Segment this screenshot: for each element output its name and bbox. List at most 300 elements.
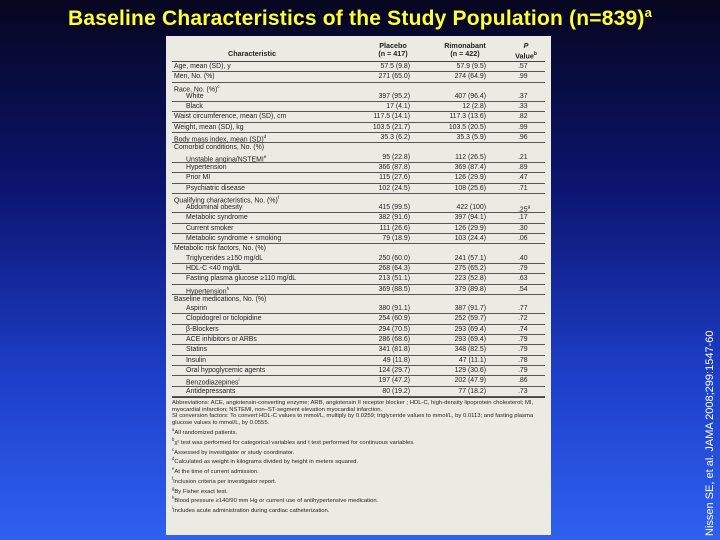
footnotes xyxy=(172,397,545,515)
row-rimonabant xyxy=(430,102,486,111)
row-label xyxy=(186,213,248,222)
row-placebo xyxy=(358,325,410,334)
row-placebo-text: 286 (68.6) xyxy=(378,336,410,344)
row-rimonabant-text: 397 (94.1) xyxy=(454,214,486,222)
row-label-text: Current smoker xyxy=(186,224,234,232)
row-rimonabant xyxy=(430,376,486,385)
footnote-item xyxy=(172,486,545,496)
row-placebo xyxy=(358,153,410,162)
table-row xyxy=(172,314,545,324)
row-label-text: Weight, mean (SD), kg xyxy=(174,123,244,131)
footnote-text: χ² test was performed for categorical variables and t test performed for continuous variables. xyxy=(174,439,415,446)
footnote-mark: d xyxy=(172,456,175,462)
footnote-si: SI conversion factors: To convert HDL-C values to mmol/L, multiply by 0.0259; triglyceride values to mmol/L, by 0.0113; and fasting plasma glucose values to mmol/L, by 0.0555. xyxy=(172,413,534,427)
row-p-value xyxy=(518,387,528,396)
table-row xyxy=(172,356,545,366)
row-placebo-text: 95 (22.8) xyxy=(382,153,410,161)
row-p-value xyxy=(518,112,528,121)
row-label-text: Age, mean (SD), y xyxy=(174,63,231,70)
footnote-text: Inclusion criteria per investigator report. xyxy=(173,478,277,485)
table-row xyxy=(172,62,545,72)
table-row xyxy=(172,102,545,112)
footnote-item xyxy=(172,476,545,486)
row-placebo-text: 341 (81.8) xyxy=(378,346,410,354)
row-p-value-text: .37 xyxy=(518,92,528,100)
row-label-superscript: i xyxy=(238,378,240,384)
row-placebo-text: 268 (64.3) xyxy=(378,264,410,272)
row-p-value-text: .17 xyxy=(518,214,528,222)
row-rimonabant xyxy=(430,163,486,172)
header-rimonabant-label: Rimonabant xyxy=(444,41,486,50)
row-rimonabant-text: 202 (47.9) xyxy=(454,377,486,385)
row-p-value xyxy=(518,62,528,71)
row-label xyxy=(186,335,257,344)
row-rimonabant-text: 112 (26.5) xyxy=(455,153,486,161)
row-p-value xyxy=(518,325,528,334)
row-placebo xyxy=(358,213,410,222)
footnote-list xyxy=(172,427,545,515)
row-label xyxy=(186,387,235,396)
table-row xyxy=(172,304,545,314)
row-p-value-text: .25 xyxy=(518,206,528,214)
header-characteristic: Characteristic xyxy=(228,49,276,58)
row-p-value-text: .54 xyxy=(518,285,528,293)
row-rimonabant-text: 293 (69.4) xyxy=(454,325,486,333)
footnote-mark: c xyxy=(172,446,175,452)
row-rimonabant xyxy=(430,112,486,121)
row-placebo-text: 49 (11.8) xyxy=(382,356,410,364)
row-rimonabant xyxy=(430,274,486,283)
row-placebo xyxy=(358,102,410,111)
row-label xyxy=(186,173,210,182)
row-rimonabant xyxy=(430,62,486,71)
row-placebo-text: 254 (60.9) xyxy=(378,315,410,323)
row-label xyxy=(186,203,242,212)
row-p-value xyxy=(518,153,528,162)
table-row xyxy=(172,244,545,253)
footnote-mark: h xyxy=(172,495,175,501)
row-rimonabant xyxy=(430,387,486,396)
row-p-value-text: .30 xyxy=(518,224,528,232)
row-rimonabant xyxy=(430,203,486,212)
row-placebo xyxy=(358,173,410,182)
row-placebo-text: 380 (91.1) xyxy=(378,305,410,313)
row-p-value xyxy=(518,376,528,385)
row-p-value-text: .79 xyxy=(518,366,528,374)
row-label-text: Metabolic syndrome + smoking xyxy=(186,235,282,243)
row-placebo xyxy=(358,133,410,142)
footnote-text: Calculated as weight in kilograms divided by height in meters squared. xyxy=(174,459,359,466)
row-placebo-text: 111 (26.6) xyxy=(379,224,410,232)
footnote-mark: i xyxy=(172,505,173,511)
row-placebo xyxy=(358,304,410,313)
row-label-text: Clopidogrel or ticlopidine xyxy=(186,315,262,323)
table-row xyxy=(172,83,545,92)
table-row xyxy=(172,387,545,397)
row-label xyxy=(186,92,204,101)
row-placebo xyxy=(358,366,410,375)
row-rimonabant xyxy=(430,72,486,81)
table-row xyxy=(172,163,545,173)
row-p-value-text: .86 xyxy=(518,377,528,385)
row-rimonabant-text: 407 (96.4) xyxy=(454,92,486,100)
row-rimonabant xyxy=(430,264,486,273)
row-p-value xyxy=(518,254,528,263)
row-rimonabant-text: 241 (57.1) xyxy=(454,254,486,262)
table-row xyxy=(172,285,545,295)
baseline-table xyxy=(166,36,551,535)
row-p-value xyxy=(518,72,528,81)
row-label-text: Race, No. (%) xyxy=(174,85,218,93)
footnote-text: Assessed by investigator or study coordinator. xyxy=(174,449,295,456)
row-rimonabant xyxy=(430,184,486,193)
row-p-value xyxy=(518,102,528,111)
row-placebo-text: 397 (95.2) xyxy=(378,92,410,100)
row-rimonabant xyxy=(430,356,486,365)
row-p-value xyxy=(518,264,528,273)
row-p-value-text: .79 xyxy=(518,336,528,344)
row-p-value xyxy=(518,184,528,193)
row-label xyxy=(186,345,207,354)
row-placebo xyxy=(358,224,410,233)
row-label-text: Baseline medications, No. (%) xyxy=(174,295,267,303)
row-p-value xyxy=(518,123,528,132)
row-placebo-text: 80 (19.2) xyxy=(382,387,410,395)
header-value-text: Value xyxy=(515,51,534,61)
footnote-abbreviations: Abbreviations: ACE, angiotensin-converting enzyme; ARB, angiotensin II receptor blocker ; HDL-C, high-density lipoprotein cholesterol; MI, myocardial infarction; NSTEMI, non–ST-segment elevation myocardial infarction. xyxy=(172,399,534,413)
row-label-text: Triglycerides ≥150 mg/dL xyxy=(186,254,264,262)
row-rimonabant-text: 77 (18.2) xyxy=(458,387,486,395)
header-rimonabant xyxy=(434,42,496,58)
row-p-value-text: .78 xyxy=(518,356,528,364)
row-placebo xyxy=(358,264,410,273)
row-rimonabant-text: 35.3 (5.9) xyxy=(456,134,486,142)
row-label-text: Men, No. (%) xyxy=(174,73,215,81)
row-label xyxy=(186,274,296,283)
row-placebo-text: 17 (4.1) xyxy=(386,103,410,111)
row-rimonabant xyxy=(430,304,486,313)
table-row xyxy=(172,325,545,335)
row-p-value xyxy=(518,304,528,313)
row-placebo-text: 213 (51.1) xyxy=(378,275,410,283)
row-placebo xyxy=(358,335,410,344)
row-placebo xyxy=(358,356,410,365)
row-rimonabant xyxy=(430,123,486,132)
row-rimonabant-text: 223 (52.8) xyxy=(454,275,486,283)
row-label xyxy=(186,356,206,365)
table-row xyxy=(172,345,545,355)
row-label-text: Aspirin xyxy=(186,305,208,313)
row-label-superscript: c xyxy=(217,84,220,90)
row-p-value xyxy=(518,234,528,243)
row-label-text: Metabolic risk factors, No. (%) xyxy=(174,245,266,253)
row-p-value xyxy=(518,345,528,354)
row-p-value-text: .77 xyxy=(518,305,528,313)
table-row xyxy=(172,194,545,203)
row-label-text: Hypertension xyxy=(186,163,227,171)
table-row xyxy=(172,203,545,213)
row-rimonabant-text: 103.5 (20.5) xyxy=(448,123,486,131)
row-placebo xyxy=(358,285,410,294)
row-rimonabant-text: 275 (65.2) xyxy=(454,264,486,272)
footnote-mark: f xyxy=(172,475,174,481)
row-placebo xyxy=(358,92,410,101)
header-placebo xyxy=(358,42,428,58)
row-p-value-text: .74 xyxy=(518,325,528,333)
row-rimonabant-text: 387 (91.7) xyxy=(454,305,486,313)
row-p-value-text: .79 xyxy=(518,264,528,272)
row-p-value-text: .06 xyxy=(518,235,528,243)
row-p-value-text: .99 xyxy=(518,123,528,131)
row-rimonabant-text: 103 (24.4) xyxy=(454,235,486,243)
row-placebo xyxy=(358,234,410,243)
table-row xyxy=(172,143,545,152)
row-placebo xyxy=(358,62,410,71)
row-p-value xyxy=(518,133,528,142)
row-label-text: White xyxy=(186,92,204,100)
row-p-value-text: .21 xyxy=(518,153,528,161)
row-placebo-text: 294 (70.5) xyxy=(378,325,410,333)
row-placebo-text: 103.5 (21.7) xyxy=(372,123,410,131)
row-label-text: Comorbid conditions, No. (%) xyxy=(174,144,264,152)
row-label-text: Fasting plasma glucose ≥110 mg/dL xyxy=(186,275,297,283)
row-placebo xyxy=(358,184,410,193)
row-placebo xyxy=(358,274,410,283)
row-p-value xyxy=(518,163,528,172)
row-label-text: Waist circumference, mean (SD), cm xyxy=(174,113,287,121)
row-rimonabant xyxy=(430,153,486,162)
row-label-text: Abdominal obesity xyxy=(186,204,243,212)
row-placebo xyxy=(358,72,410,81)
row-label xyxy=(174,112,286,121)
row-rimonabant xyxy=(430,314,486,323)
footnote-item xyxy=(172,466,545,476)
footnote-mark: b xyxy=(172,436,175,442)
row-placebo-text: 250 (60.0) xyxy=(378,254,410,262)
table-row xyxy=(172,254,545,264)
row-p-value-text: .96 xyxy=(518,134,528,142)
row-p-value-text: .33 xyxy=(518,103,528,111)
row-p-value xyxy=(518,335,528,344)
row-rimonabant xyxy=(430,133,486,142)
row-label-text: Antidepressants xyxy=(186,387,236,395)
row-p-value xyxy=(518,92,528,101)
row-rimonabant xyxy=(430,254,486,263)
row-p-value-text: .73 xyxy=(518,387,528,395)
row-label-text: Black xyxy=(186,103,203,111)
row-placebo xyxy=(358,376,410,385)
row-p-value-text: .99 xyxy=(518,73,528,81)
table-row xyxy=(172,335,545,345)
table-body xyxy=(172,62,545,397)
header-value-label xyxy=(506,50,546,60)
row-p-value-text: .79 xyxy=(518,346,528,354)
table-row xyxy=(172,123,545,133)
row-rimonabant xyxy=(430,325,486,334)
header-placebo-n: (n = 417) xyxy=(378,49,408,58)
row-rimonabant xyxy=(430,92,486,101)
header-placebo-label: Placebo xyxy=(379,41,407,50)
row-label xyxy=(186,234,281,243)
row-placebo-text: 366 (87.8) xyxy=(378,163,410,171)
row-placebo xyxy=(358,254,410,263)
row-label-text: Psychiatric disease xyxy=(186,184,245,192)
row-rimonabant xyxy=(430,335,486,344)
footnote-mark: e xyxy=(172,466,175,472)
footnote-item xyxy=(172,495,545,505)
row-rimonabant-text: 126 (29.9) xyxy=(454,174,486,182)
row-label-text: Body mass index, mean (SD) xyxy=(174,136,264,144)
row-label-text: Unstable angina/NSTEMI xyxy=(186,155,264,163)
row-label-text: Metabolic syndrome xyxy=(186,214,248,222)
row-p-value-text: .57 xyxy=(518,63,528,70)
row-rimonabant-text: 348 (82.5) xyxy=(454,346,486,354)
row-label-superscript: h xyxy=(226,286,230,292)
header-value-sup: b xyxy=(533,51,537,57)
row-p-value-text: .72 xyxy=(518,315,528,323)
row-p-value xyxy=(518,274,528,283)
footnote-item xyxy=(172,447,545,457)
row-p-value-text: .47 xyxy=(518,174,528,182)
row-placebo xyxy=(358,345,410,354)
table-row xyxy=(172,213,545,223)
row-placebo-text: 35.3 (6.2) xyxy=(380,134,410,142)
row-placebo xyxy=(358,163,410,172)
row-label xyxy=(186,325,219,334)
row-p-value xyxy=(518,173,528,182)
row-label xyxy=(186,254,263,263)
row-rimonabant-text: 108 (25.6) xyxy=(454,184,486,192)
row-rimonabant xyxy=(430,234,486,243)
row-label-text: Statins xyxy=(186,346,208,354)
table-header xyxy=(172,39,545,62)
row-p-value xyxy=(518,224,528,233)
row-p-value-text: .82 xyxy=(518,113,528,121)
row-rimonabant xyxy=(430,345,486,354)
header-p-value xyxy=(506,42,546,60)
footnote-text: Includes acute administration during cardiac catheterization. xyxy=(172,508,330,515)
row-label xyxy=(186,163,227,172)
row-rimonabant-text: 422 (100) xyxy=(456,204,486,212)
row-rimonabant-text: 274 (64.9) xyxy=(454,73,486,81)
row-p-value xyxy=(518,356,528,365)
row-label xyxy=(186,366,265,375)
row-rimonabant-text: 129 (30.6) xyxy=(454,366,486,374)
row-label xyxy=(174,62,231,71)
row-label-text: Qualifying characteristics, No. (%) xyxy=(174,197,278,205)
table-row xyxy=(172,92,545,102)
row-label-text: Oral hypoglycemic agents xyxy=(186,366,266,374)
row-label xyxy=(186,102,203,111)
table-row xyxy=(172,295,545,304)
row-rimonabant-text: 47 (11.1) xyxy=(458,356,486,364)
footnote-item xyxy=(172,456,545,466)
footnote-text: At the time of current admission. xyxy=(174,469,259,476)
row-placebo-text: 102 (24.5) xyxy=(378,184,410,192)
row-label-text: Prior MI xyxy=(186,174,211,182)
table-row xyxy=(172,264,545,274)
row-placebo xyxy=(358,203,410,212)
row-rimonabant-text: 252 (59.7) xyxy=(454,315,486,323)
row-label xyxy=(186,184,245,193)
table-row xyxy=(172,133,545,143)
row-label xyxy=(174,295,266,304)
row-placebo-text: 382 (91.6) xyxy=(378,214,410,222)
row-rimonabant-text: 369 (87.4) xyxy=(454,163,486,171)
row-label xyxy=(186,264,242,273)
row-p-value xyxy=(518,314,528,323)
row-p-value-text: .89 xyxy=(518,163,528,171)
row-rimonabant-text: 293 (69.4) xyxy=(454,336,486,344)
table-row xyxy=(172,224,545,234)
row-p-value-superscript: g xyxy=(527,205,531,211)
table-row xyxy=(172,366,545,376)
row-placebo xyxy=(358,314,410,323)
row-p-value xyxy=(518,366,528,375)
row-rimonabant xyxy=(430,224,486,233)
footnote-text: By Fisher exact test. xyxy=(174,488,228,495)
row-placebo-text: 79 (18.9) xyxy=(382,235,410,243)
footnote-item xyxy=(172,505,545,515)
row-label-text: Insulin xyxy=(186,356,206,364)
row-p-value-text: .71 xyxy=(518,184,528,192)
table-row xyxy=(172,376,545,386)
row-placebo-text: 57.5 (9.8) xyxy=(380,63,410,70)
table-row xyxy=(172,234,545,244)
row-placebo-text: 415 (99.5) xyxy=(378,204,410,212)
row-rimonabant-text: 12 (2.8) xyxy=(462,103,486,111)
row-placebo-text: 369 (88.5) xyxy=(378,285,410,293)
citation: Nissen SE, et al. JAMA 2008;299:1547-60 xyxy=(704,330,716,536)
header-rimonabant-n: (n = 422) xyxy=(450,49,480,58)
row-p-value xyxy=(518,213,528,222)
footnote-text: All randomized patients. xyxy=(174,429,238,436)
row-rimonabant xyxy=(430,366,486,375)
row-label-text: ACE inhibitors or ARBs xyxy=(186,336,257,344)
table-row xyxy=(172,112,545,122)
row-placebo-text: 117.5 (14.1) xyxy=(373,113,410,121)
row-rimonabant-text: 117.3 (13.6) xyxy=(449,113,486,121)
row-placebo-text: 197 (47.2) xyxy=(378,377,410,385)
row-rimonabant-text: 379 (89.8) xyxy=(454,285,486,293)
footnote-text: Blood pressure ≥140/90 mm Hg or current use of antihypertensive medication. xyxy=(174,498,379,505)
title-superscript: a xyxy=(644,5,653,20)
row-rimonabant-text: 57.9 (9.5) xyxy=(456,63,486,70)
row-placebo xyxy=(358,112,410,121)
row-rimonabant xyxy=(430,213,486,222)
row-rimonabant-text: 126 (29.9) xyxy=(454,224,486,232)
row-p-value xyxy=(518,285,528,294)
row-placebo-text: 124 (29.7) xyxy=(378,366,410,374)
table-row xyxy=(172,184,545,194)
row-label-superscript: e xyxy=(263,154,267,160)
row-placebo xyxy=(358,387,410,396)
row-label xyxy=(186,304,207,313)
row-p-value-text: .63 xyxy=(518,275,528,283)
row-rimonabant xyxy=(430,285,486,294)
footnote-mark: g xyxy=(172,485,175,491)
header-p-label: P xyxy=(523,41,529,50)
table-row xyxy=(172,153,545,163)
footnote-mark: a xyxy=(172,426,175,432)
row-p-value-text: .40 xyxy=(518,254,528,262)
row-label-text: Benzodiazepines xyxy=(186,379,239,387)
row-rimonabant xyxy=(430,173,486,182)
row-label-text: β-Blockers xyxy=(186,325,219,333)
row-label xyxy=(186,224,233,233)
row-label xyxy=(186,314,261,323)
table-row xyxy=(172,72,545,82)
